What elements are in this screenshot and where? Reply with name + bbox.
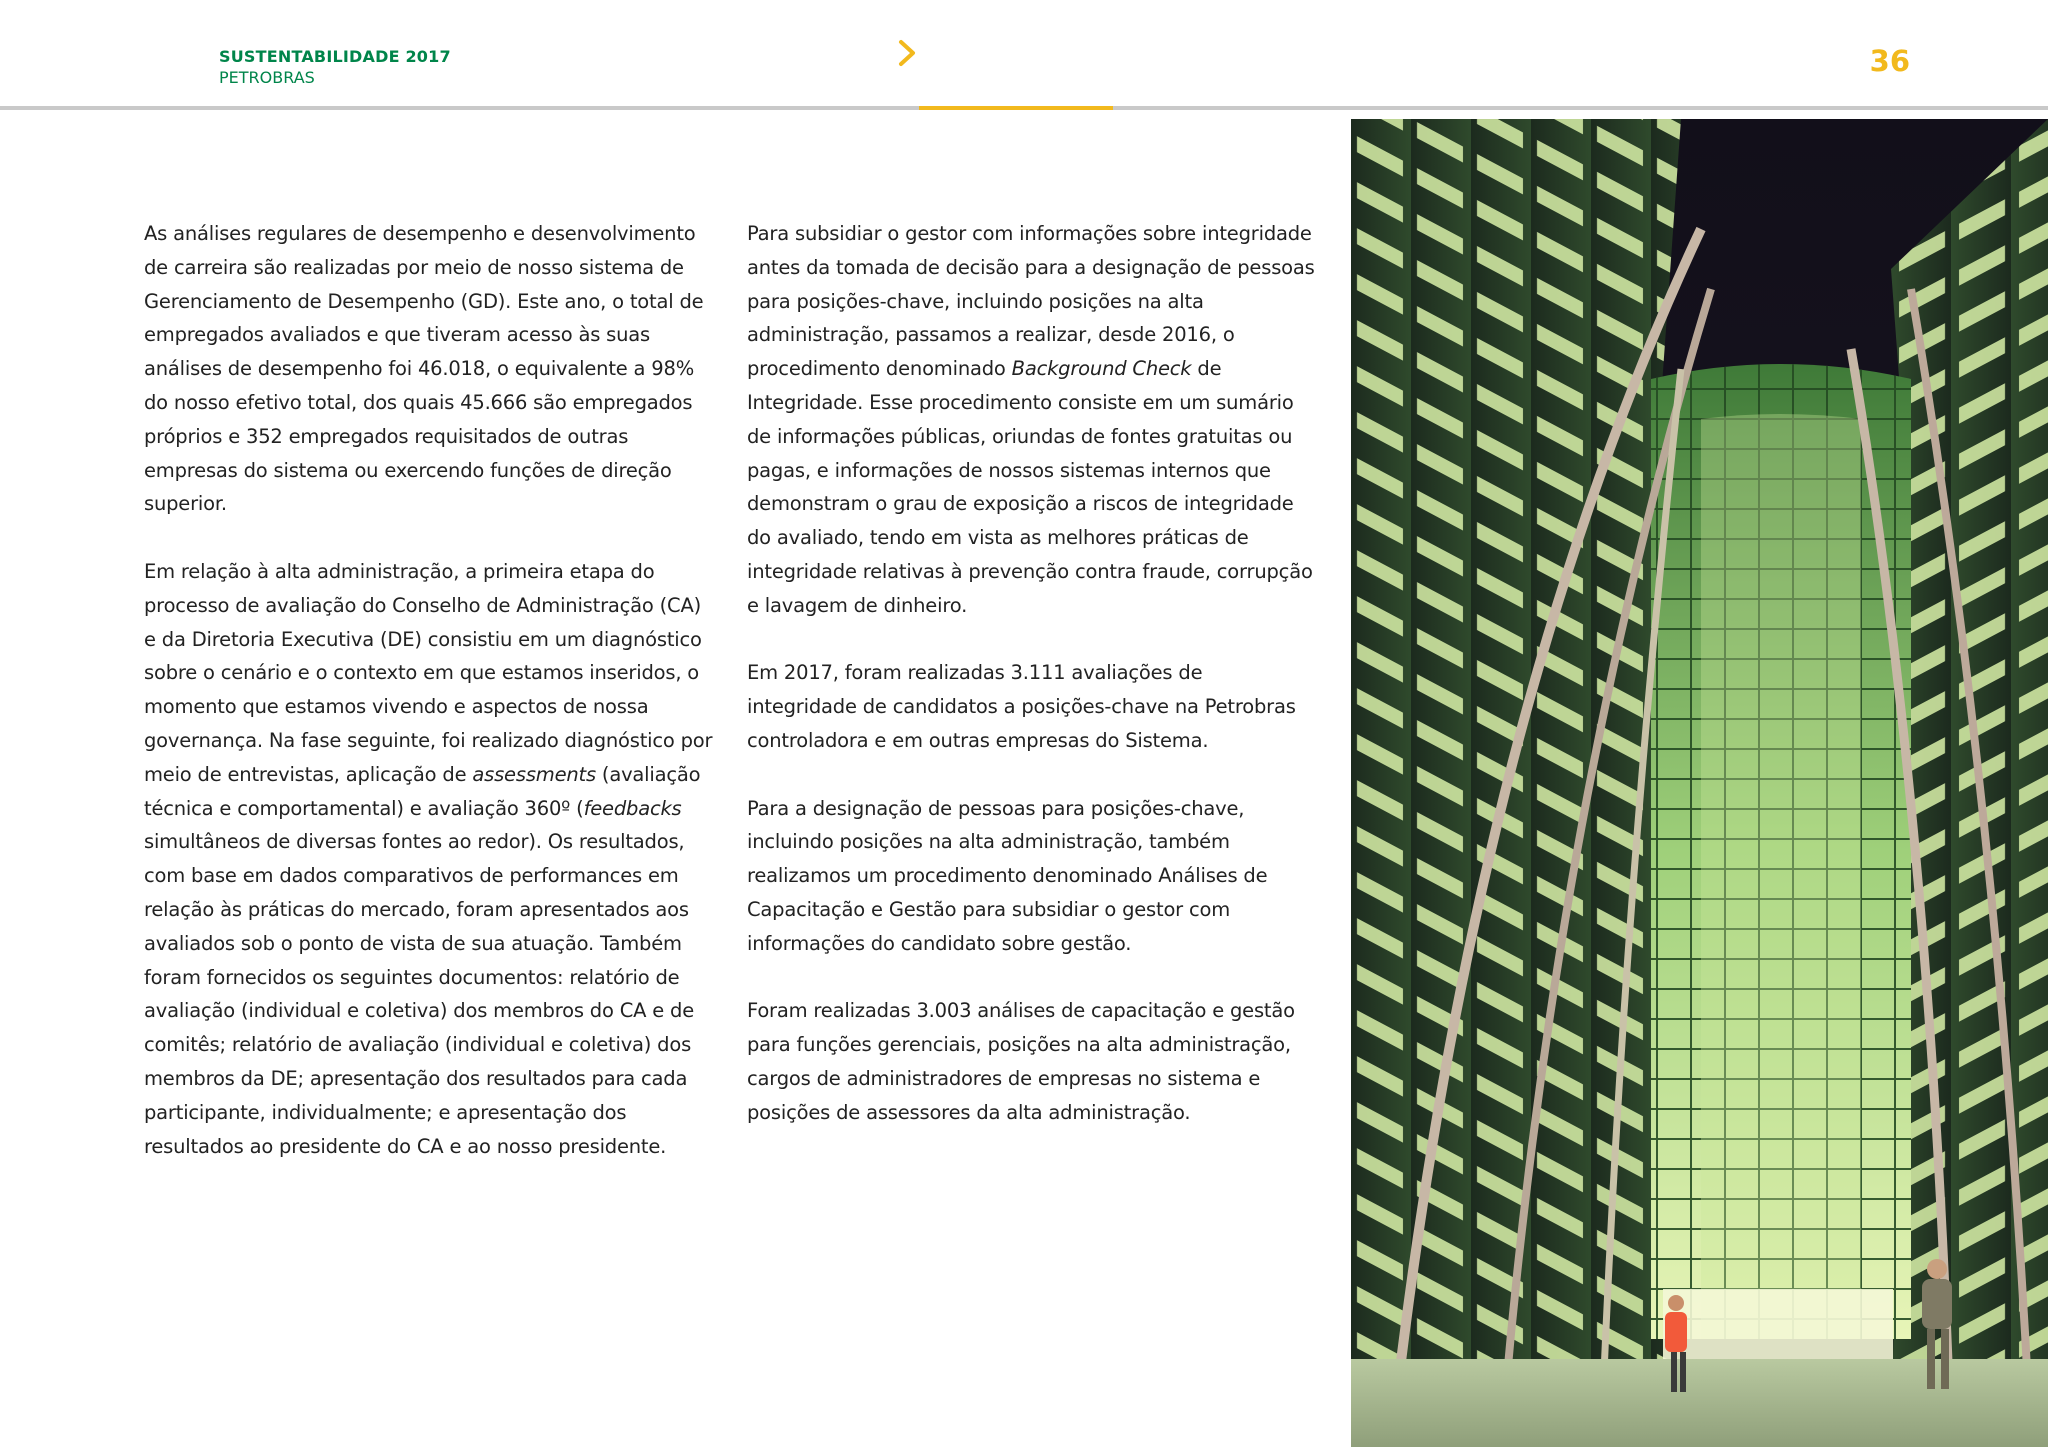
report-title: SUSTENTABILIDADE 2017 [219,47,451,66]
report-brand [219,46,451,88]
text-column-left [144,217,714,1197]
paragraph: Em relação à alta administração, a primeira etapa do processo de avaliação do Conselho de Administração (CA) e da Diretoria Executiva (DE) consistiu em um diagnóstico sobre o cenário e o contexto em que estamos inseridos, o momento que estamos vivendo e aspectos de nossa governança. Na fase seguinte, foi realizado diagnóstico por meio de entrevistas, aplicação de assessments (avaliação técnica e comportamental) e avaliação 360º (feedbacks simultâneos de diversas fontes ao redor). Os resultados, com base em dados comparativos de performances em relação às práticas do mercado, foram apresentados aos avaliados sob o ponto de vista de sua atuação. Também foram fornecidos os seguintes documentos: relatório de avaliação (individual e coletiva) dos membros do CA e de comitês; relatório de avaliação (individual e coletiva) dos membros da DE; apresentação dos resultados para cada participante, individualmente; e apresentação dos resultados ao presidente do CA e ao nosso presidente. [144,559,713,1158]
building-photo [1351,119,2048,1447]
company-name: PETROBRAS [219,68,315,87]
paragraph: As análises regulares de desempenho e desenvolvimento de carreira são realizadas por meio de nosso sistema de Gerenciamento de Desempenho (GD). Este ano, o total de empregados avaliados e que tiveram acesso às suas análises de desempenho foi 46.018, o equivalente a 98% do nosso efetivo total, dos quais 45.666 são empregados próprios e 352 empregados requisitados de outras empresas do sistema ou exercendo funções de direção superior. [144,222,704,516]
header-divider-accent [919,106,1113,110]
paragraph: Para a designação de pessoas para posições-chave, incluindo posições na alta administração, também realizamos um procedimento denominado Análises de Capacitação e Gestão para subsidiar o gestor com informações do candidato sobre gestão. [747,796,1268,955]
paragraph: Em 2017, foram realizadas 3.111 avaliações de integridade de candidatos a posições-chave na Petrobras controladora e em outras empresas do Sistema. [747,661,1296,752]
page-header [0,0,2048,110]
page-number: 36 [1869,44,1910,78]
text-column-right [747,217,1317,1163]
paragraph: Para subsidiar o gestor com informações sobre integridade antes da tomada de decisão para a designação de pessoas para posições-chave, incluindo posições na alta administração, passamos a realizar, desde 2016, o procedimento denominado Background Check de Integridade. Esse procedimento consiste em um sumário de informações públicas, oriundas de fontes gratuitas ou pagas, e informações de nossos sistemas internos que demonstram o grau de exposição a riscos de integridade do avaliado, tendo em vista as melhores práticas de integridade relativas à prevenção contra fraude, corrupção e lavagem de dinheiro. [747,222,1315,617]
paragraph: Foram realizadas 3.003 análises de capacitação e gestão para funções gerenciais, posições na alta administração, cargos de administradores de empresas no sistema e posições de assessores da alta administração. [747,999,1295,1124]
chevron-right-icon[interactable] [896,38,920,68]
